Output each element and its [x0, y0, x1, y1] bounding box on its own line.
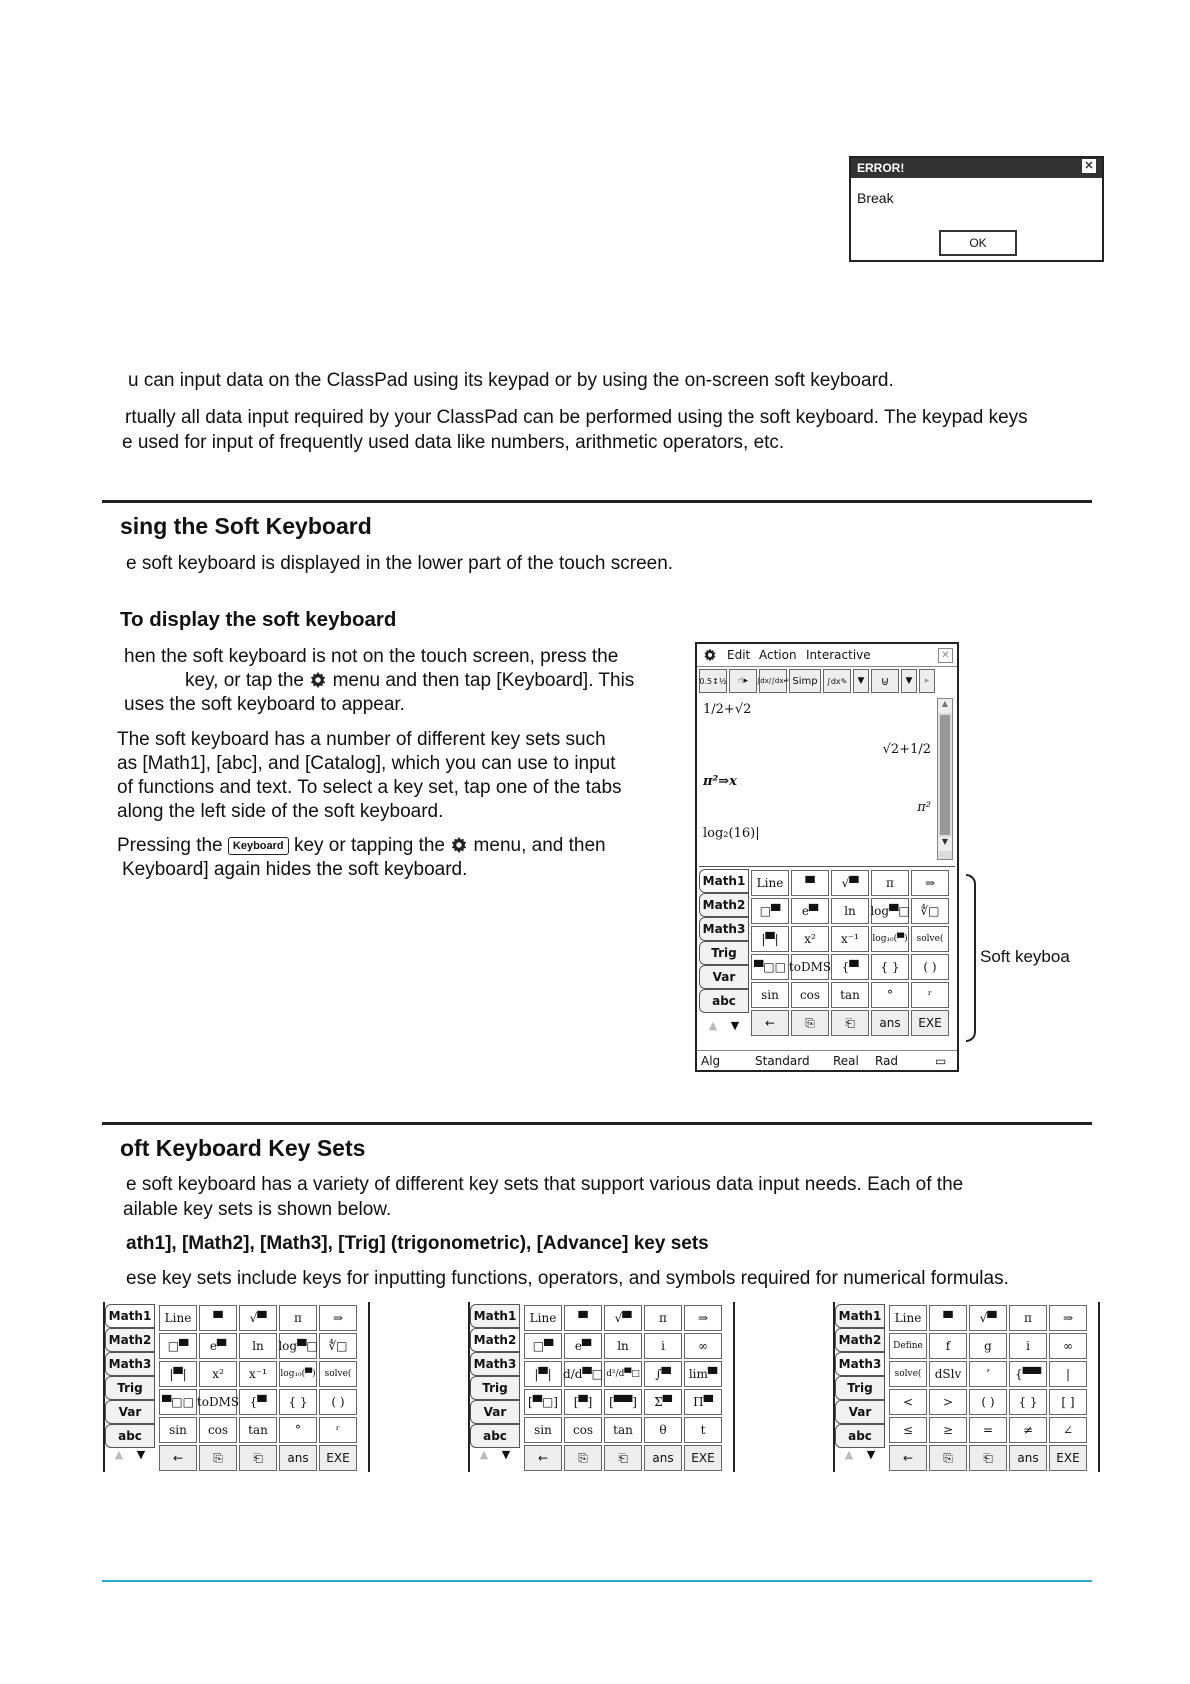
- soft-key[interactable]: ⎘: [199, 1445, 237, 1471]
- soft-key[interactable]: ▀: [791, 870, 829, 896]
- status-mode: Alg: [701, 1054, 721, 1068]
- soft-key[interactable]: θ: [644, 1417, 682, 1443]
- soft-key[interactable]: EXE: [319, 1445, 357, 1471]
- work-area: [699, 696, 937, 861]
- soft-key[interactable]: toDMS: [791, 954, 829, 980]
- soft-keyboard-label: Soft keyboa: [980, 947, 1070, 966]
- step2-line-2: as [Math1], [abc], and [Catalog], which you can use to input: [117, 753, 616, 774]
- soft-key[interactable]: ▀: [929, 1305, 967, 1331]
- tab-math1[interactable]: Math1: [835, 1304, 885, 1328]
- soft-key[interactable]: π: [1009, 1305, 1047, 1331]
- soft-key[interactable]: { }: [279, 1389, 317, 1415]
- section-heading-key-sets: oft Keyboard Key Sets: [120, 1135, 366, 1161]
- tab-scroll-arrows: [108, 1448, 152, 1468]
- tab-scroll-down-icon[interactable]: ▼: [730, 1019, 740, 1032]
- key-sets-subheading: ath1], [Math2], [Math3], [Trig] (trigonometric), [Advance] key sets: [126, 1233, 709, 1254]
- gear-icon: [450, 836, 468, 854]
- key-sets-paragraph-line-2: ailable key sets is shown below.: [123, 1199, 392, 1220]
- tab-math2[interactable]: Math2: [105, 1328, 155, 1352]
- soft-key[interactable]: g: [969, 1333, 1007, 1359]
- tab-trig[interactable]: Trig: [105, 1376, 155, 1400]
- soft-key[interactable]: ∜□: [319, 1333, 357, 1359]
- soft-key[interactable]: solve(: [889, 1361, 927, 1387]
- toolbar-scroll[interactable]: ▸: [919, 669, 935, 693]
- input-line: 1/2+√2: [703, 702, 752, 717]
- tab-scroll-down-icon[interactable]: ▼: [136, 1448, 146, 1461]
- soft-key[interactable]: { }: [871, 954, 909, 980]
- soft-key[interactable]: Π▀: [684, 1389, 722, 1415]
- soft-key[interactable]: toDMS: [199, 1389, 237, 1415]
- tab-scroll-up-icon[interactable]: ▲: [844, 1448, 854, 1461]
- soft-key[interactable]: √▀: [969, 1305, 1007, 1331]
- status-angle: Rad: [875, 1054, 899, 1068]
- soft-key[interactable]: ʳ: [911, 982, 949, 1008]
- step1-line-2: key, or tap the menu and then tap [Keyboard]. This: [185, 670, 635, 691]
- scroll-down-icon[interactable]: ▼: [938, 837, 952, 851]
- soft-key[interactable]: ≠: [1009, 1417, 1047, 1443]
- status-display: Standard: [755, 1054, 810, 1068]
- tab-scroll-arrows: [473, 1448, 517, 1468]
- soft-key[interactable]: cos: [564, 1417, 602, 1443]
- soft-key[interactable]: Line: [159, 1305, 197, 1331]
- tab-scroll-arrows: [838, 1448, 882, 1468]
- soft-key[interactable]: ←: [159, 1445, 197, 1471]
- step3-line-2: Keyboard] again hides the soft keyboard.: [122, 859, 468, 880]
- intro-paragraph-2-line-1: rtually all data input required by your ClassPad can be performed using the soft keyboard. The keypad keys: [125, 407, 1028, 428]
- soft-key[interactable]: log₁₀(▀): [279, 1361, 317, 1387]
- soft-keyboard: [699, 866, 955, 1045]
- soft-key[interactable]: ∫▀: [644, 1361, 682, 1387]
- soft-key[interactable]: ⇒: [1049, 1305, 1087, 1331]
- tab-math1[interactable]: Math1: [105, 1304, 155, 1328]
- soft-key[interactable]: {▀▀: [1009, 1361, 1047, 1387]
- soft-key[interactable]: ∜□: [911, 898, 949, 924]
- toolbar-dropdown[interactable]: ▼: [853, 669, 869, 693]
- soft-key[interactable]: π: [644, 1305, 682, 1331]
- toolbar-button[interactable]: ⊍: [871, 669, 899, 693]
- tab-scroll-up-icon[interactable]: ▲: [479, 1448, 489, 1461]
- soft-key[interactable]: ∞: [684, 1333, 722, 1359]
- soft-key[interactable]: ←: [524, 1445, 562, 1471]
- tab-var[interactable]: Var: [105, 1400, 155, 1424]
- toolbar-button[interactable]: ∫dx✎: [823, 669, 851, 693]
- soft-key[interactable]: >: [929, 1389, 967, 1415]
- section-intro: e soft keyboard is displayed in the lower part of the touch screen.: [126, 553, 674, 574]
- soft-key[interactable]: {▀: [239, 1389, 277, 1415]
- soft-key[interactable]: ⎗: [604, 1445, 642, 1471]
- soft-key[interactable]: ( ): [911, 954, 949, 980]
- soft-key[interactable]: lim▀: [684, 1361, 722, 1387]
- soft-key[interactable]: d/d▀□: [564, 1361, 602, 1387]
- tab-scroll-down-icon[interactable]: ▼: [501, 1448, 511, 1461]
- tab-math2[interactable]: Math2: [470, 1328, 520, 1352]
- input-line: π²⇒x: [703, 774, 737, 789]
- keyset-math2: [468, 1302, 735, 1472]
- step2-line-1: The soft keyboard has a number of different key sets such: [117, 729, 606, 750]
- soft-key[interactable]: log▀□: [871, 898, 909, 924]
- tab-math3[interactable]: Math3: [470, 1352, 520, 1376]
- menu-action[interactable]: Action: [759, 648, 797, 662]
- soft-key[interactable]: [▀▀]: [604, 1389, 642, 1415]
- soft-key[interactable]: √▀: [239, 1305, 277, 1331]
- scroll-up-icon[interactable]: ▲: [938, 699, 952, 713]
- soft-key[interactable]: ⎗: [239, 1445, 277, 1471]
- soft-key[interactable]: i: [1009, 1333, 1047, 1359]
- tab-abc[interactable]: abc: [105, 1424, 155, 1448]
- step2-line-4: along the left side of the soft keyboard.: [117, 801, 444, 822]
- toolbar-button[interactable]: 0.5↕½: [699, 669, 727, 693]
- soft-key[interactable]: <: [889, 1389, 927, 1415]
- soft-key[interactable]: EXE: [1049, 1445, 1087, 1471]
- toolbar-button[interactable]: Simp: [789, 669, 821, 693]
- soft-key[interactable]: ≥: [929, 1417, 967, 1443]
- soft-key[interactable]: Σ▀: [644, 1389, 682, 1415]
- step1-line-1: hen the soft keyboard is not on the touch screen, press the: [124, 646, 619, 667]
- soft-key[interactable]: e▀: [564, 1333, 602, 1359]
- soft-key[interactable]: °: [871, 982, 909, 1008]
- soft-key[interactable]: π: [279, 1305, 317, 1331]
- soft-key[interactable]: ▀: [564, 1305, 602, 1331]
- soft-key[interactable]: ans: [871, 1010, 909, 1036]
- soft-key[interactable]: ←: [751, 1010, 789, 1036]
- intro-paragraph-2-line-2: e used for input of frequently used data like numbers, arithmetic operators, etc.: [122, 432, 785, 453]
- tab-math1[interactable]: Math1: [699, 869, 749, 893]
- soft-key[interactable]: tan: [831, 982, 869, 1008]
- soft-key[interactable]: sin: [751, 982, 789, 1008]
- tab-math1[interactable]: Math1: [470, 1304, 520, 1328]
- classpad-screen: [695, 642, 959, 1072]
- menu-bar: [697, 644, 957, 667]
- toolbar-button[interactable]: ☝▸: [729, 669, 757, 693]
- soft-key[interactable]: ∠: [1049, 1417, 1087, 1443]
- footer-rule: [102, 1580, 1092, 1582]
- soft-key[interactable]: [▀]: [564, 1389, 602, 1415]
- soft-key[interactable]: ans: [279, 1445, 317, 1471]
- keyset-math3: [833, 1302, 1100, 1472]
- soft-key[interactable]: e▀: [199, 1333, 237, 1359]
- tab-abc[interactable]: abc: [699, 989, 749, 1013]
- scroll-thumb[interactable]: [940, 715, 950, 835]
- keyboard-key: Keyboard: [228, 837, 289, 855]
- soft-key[interactable]: log₁₀(▀): [871, 926, 909, 952]
- soft-key[interactable]: □▀: [159, 1333, 197, 1359]
- tab-abc[interactable]: abc: [470, 1424, 520, 1448]
- soft-key[interactable]: ( ): [319, 1389, 357, 1415]
- soft-key[interactable]: f: [929, 1333, 967, 1359]
- close-icon[interactable]: ✕: [1082, 159, 1096, 173]
- tab-math2[interactable]: Math2: [699, 893, 749, 917]
- soft-key[interactable]: Define: [889, 1333, 927, 1359]
- scrollbar[interactable]: [937, 698, 953, 860]
- tab-math2[interactable]: Math2: [835, 1328, 885, 1352]
- tab-scroll-up-icon[interactable]: ▲: [708, 1019, 718, 1032]
- section-heading-soft-keyboard: sing the Soft Keyboard: [120, 513, 372, 539]
- soft-key[interactable]: ∞: [1049, 1333, 1087, 1359]
- soft-key[interactable]: [▀□]: [524, 1389, 562, 1415]
- tab-scroll-up-icon[interactable]: ▲: [114, 1448, 124, 1461]
- soft-key[interactable]: □▀: [751, 898, 789, 924]
- key-grid: [159, 1305, 357, 1471]
- soft-key[interactable]: ←: [889, 1445, 927, 1471]
- soft-key[interactable]: ⎗: [831, 1010, 869, 1036]
- soft-key[interactable]: ⎗: [969, 1445, 1007, 1471]
- soft-key[interactable]: log▀□: [279, 1333, 317, 1359]
- soft-key[interactable]: °: [279, 1417, 317, 1443]
- soft-key[interactable]: π: [871, 870, 909, 896]
- status-complex: Real: [833, 1054, 859, 1068]
- soft-key[interactable]: ⎘: [929, 1445, 967, 1471]
- subheading-display-keyboard: To display the soft keyboard: [120, 608, 397, 631]
- soft-key[interactable]: ans: [644, 1445, 682, 1471]
- soft-key[interactable]: ≤: [889, 1417, 927, 1443]
- close-icon[interactable]: ✕: [938, 648, 953, 663]
- soft-key[interactable]: dSlv: [929, 1361, 967, 1387]
- error-message: Break: [857, 190, 894, 206]
- tab-trig[interactable]: Trig: [835, 1376, 885, 1400]
- soft-key[interactable]: ans: [1009, 1445, 1047, 1471]
- soft-key[interactable]: i: [644, 1333, 682, 1359]
- soft-key[interactable]: √▀: [604, 1305, 642, 1331]
- tab-math3[interactable]: Math3: [105, 1352, 155, 1376]
- tab-abc[interactable]: abc: [835, 1424, 885, 1448]
- gear-icon: [309, 671, 327, 689]
- soft-key[interactable]: solve(: [911, 926, 949, 952]
- soft-key[interactable]: d²/d▀□: [604, 1361, 642, 1387]
- soft-key[interactable]: cos: [199, 1417, 237, 1443]
- menu-interactive[interactable]: Interactive: [806, 648, 871, 662]
- tab-scroll-down-icon[interactable]: ▼: [866, 1448, 876, 1461]
- gear-icon[interactable]: [703, 648, 717, 662]
- step3-line-1: Pressing the Keyboard key or tapping the menu, and then: [117, 835, 606, 856]
- soft-key[interactable]: { }: [1009, 1389, 1047, 1415]
- tab-var[interactable]: Var: [470, 1400, 520, 1424]
- soft-key[interactable]: ▀□□: [751, 954, 789, 980]
- soft-key[interactable]: |▀|: [159, 1361, 197, 1387]
- soft-key[interactable]: ⎘: [564, 1445, 602, 1471]
- soft-key[interactable]: Line: [524, 1305, 562, 1331]
- soft-key[interactable]: ⎘: [791, 1010, 829, 1036]
- soft-key[interactable]: x²: [199, 1361, 237, 1387]
- output-line: √2+1/2: [882, 742, 931, 757]
- keyset-math1: [103, 1302, 370, 1472]
- key-grid: [889, 1305, 1087, 1471]
- soft-key[interactable]: cos: [791, 982, 829, 1008]
- battery-icon: ▭: [935, 1054, 947, 1068]
- status-bar: [697, 1050, 957, 1071]
- soft-key[interactable]: {▀: [831, 954, 869, 980]
- soft-key[interactable]: √▀: [831, 870, 869, 896]
- key-sets-description: ese key sets include keys for inputting functions, operators, and symbols required for numerical formulas.: [126, 1268, 1009, 1289]
- intro-paragraph-1: u can input data on the ClassPad using its keypad or by using the on-screen soft keyboard.: [128, 370, 894, 391]
- soft-key[interactable]: sin: [159, 1417, 197, 1443]
- soft-key[interactable]: [ ]: [1049, 1389, 1087, 1415]
- soft-key[interactable]: ln: [831, 898, 869, 924]
- tab-var[interactable]: Var: [835, 1400, 885, 1424]
- soft-key[interactable]: ln: [239, 1333, 277, 1359]
- soft-key[interactable]: ʳ: [319, 1417, 357, 1443]
- soft-key[interactable]: □▀: [524, 1333, 562, 1359]
- toolbar-dropdown[interactable]: ▼: [901, 669, 917, 693]
- key-grid: [524, 1305, 722, 1471]
- error-dialog: [849, 156, 1104, 262]
- soft-key[interactable]: e▀: [791, 898, 829, 924]
- keyboard-bracket: [966, 874, 976, 1042]
- section-divider: [102, 1122, 1092, 1125]
- menu-edit[interactable]: Edit: [727, 648, 751, 662]
- soft-key[interactable]: ( ): [969, 1389, 1007, 1415]
- key-sets-paragraph-line-1: e soft keyboard has a variety of different key sets that support various data input needs. Each of the: [126, 1174, 964, 1195]
- input-line-active[interactable]: log₂(16)|: [703, 826, 760, 841]
- toolbar: [699, 669, 955, 693]
- soft-key[interactable]: tan: [604, 1417, 642, 1443]
- soft-key[interactable]: x⁻¹: [831, 926, 869, 952]
- toolbar-button[interactable]: ∫dx/∫dx↵: [759, 669, 787, 693]
- soft-key[interactable]: |▀|: [751, 926, 789, 952]
- soft-key[interactable]: x²: [791, 926, 829, 952]
- soft-key[interactable]: ’: [969, 1361, 1007, 1387]
- tab-trig[interactable]: Trig: [699, 941, 749, 965]
- step1-line-3: uses the soft keyboard to appear.: [124, 694, 405, 715]
- soft-key[interactable]: Line: [889, 1305, 927, 1331]
- soft-key[interactable]: EXE: [911, 1010, 949, 1036]
- step2-line-3: of functions and text. To select a key set, tap one of the tabs: [117, 777, 622, 798]
- section-divider: [102, 500, 1092, 503]
- soft-key[interactable]: ⇒: [684, 1305, 722, 1331]
- soft-key[interactable]: ▀: [199, 1305, 237, 1331]
- soft-key[interactable]: Line: [751, 870, 789, 896]
- soft-key[interactable]: sin: [524, 1417, 562, 1443]
- soft-key[interactable]: |: [1049, 1361, 1087, 1387]
- tab-trig[interactable]: Trig: [470, 1376, 520, 1400]
- soft-key[interactable]: t: [684, 1417, 722, 1443]
- output-line: π²: [917, 800, 931, 815]
- soft-key[interactable]: |▀|: [524, 1361, 562, 1387]
- soft-key[interactable]: EXE: [684, 1445, 722, 1471]
- soft-key[interactable]: tan: [239, 1417, 277, 1443]
- soft-key[interactable]: x⁻¹: [239, 1361, 277, 1387]
- soft-key[interactable]: ln: [604, 1333, 642, 1359]
- error-dialog-title: ERROR! ✕: [851, 158, 1102, 178]
- tab-var[interactable]: Var: [699, 965, 749, 989]
- soft-key[interactable]: ⇒: [911, 870, 949, 896]
- soft-key[interactable]: ⇒: [319, 1305, 357, 1331]
- soft-key[interactable]: ▀□□: [159, 1389, 197, 1415]
- ok-button[interactable]: OK: [939, 230, 1017, 256]
- tab-math3[interactable]: Math3: [699, 917, 749, 941]
- tab-math3[interactable]: Math3: [835, 1352, 885, 1376]
- soft-key[interactable]: solve(: [319, 1361, 357, 1387]
- soft-key[interactable]: =: [969, 1417, 1007, 1443]
